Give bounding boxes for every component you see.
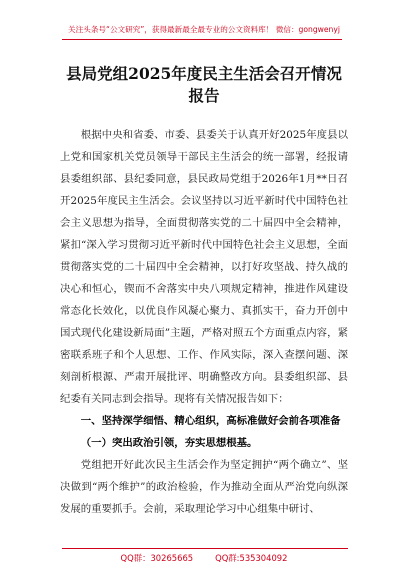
title-line-1: 县局党组2025年度民主生活会召开情况 [66, 64, 342, 83]
section-heading-1: 一、坚持深学细悟、精心组织，高标准做好会前各项准备 [80, 415, 341, 427]
header-banner: 关注头条号“公文研究”，获得最新最全最专业的公文资料库！ 微信：gongwenyj [68, 25, 340, 34]
footer-divider [62, 548, 348, 549]
footer-qq-group-2: QQ群:535304092 [215, 553, 288, 563]
subsection-heading-1: （一）突出政治引领，夯实思想根基。 [80, 437, 258, 449]
footer-qq-group-1: QQ群：30265665 [120, 553, 194, 563]
document-title [0, 63, 408, 107]
title-line-2: 报告 [188, 86, 220, 105]
body-paragraph-2: 党组把开好此次民主生活会作为坚定拥护“两个确立”、坚决做到“两个维护”的政治检验，作为推动全面从严治党向纵深发展的重要抓手。会前，采取理论学习中心组集中研讨、 [60, 459, 348, 515]
intro-paragraph: 根据中央和省委、市委、县委关于认真开好2025年度县以上党和国家机关党员领导干部民主生活会的统一部署，经报请县委组织部、县纪委同意，县民政局党组于2026年1月**日召开2025年度民主生活会。会议坚持以习近平新时代中国特色社会主义思想为指导，全面贯彻落实党的二十届四中全会精神，紧扣“深入学习贯彻习近平新时代中国特色社会主义思想，全面贯彻落实党的二十届四中全会精神，以打好攻坚战、持久战的决心和恒心，锲而不舍落实中央八项规定精神，推进作风建设常态化长效化，以优良作风凝心聚力、真抓实干，奋力开创中国式现代化建设新局面”主题，严格对照五个方面重点内容，紧密联系班子和个人思想、工作、作风实际，深入查摆问题、深刻剖析根源、严肃开展批评、明确整改方向。县委组织部、县纪委有关同志到会指导。现将有关情况报告如下： [60, 129, 348, 405]
document-body [60, 124, 348, 520]
header-divider [62, 39, 342, 40]
footer [0, 552, 408, 564]
